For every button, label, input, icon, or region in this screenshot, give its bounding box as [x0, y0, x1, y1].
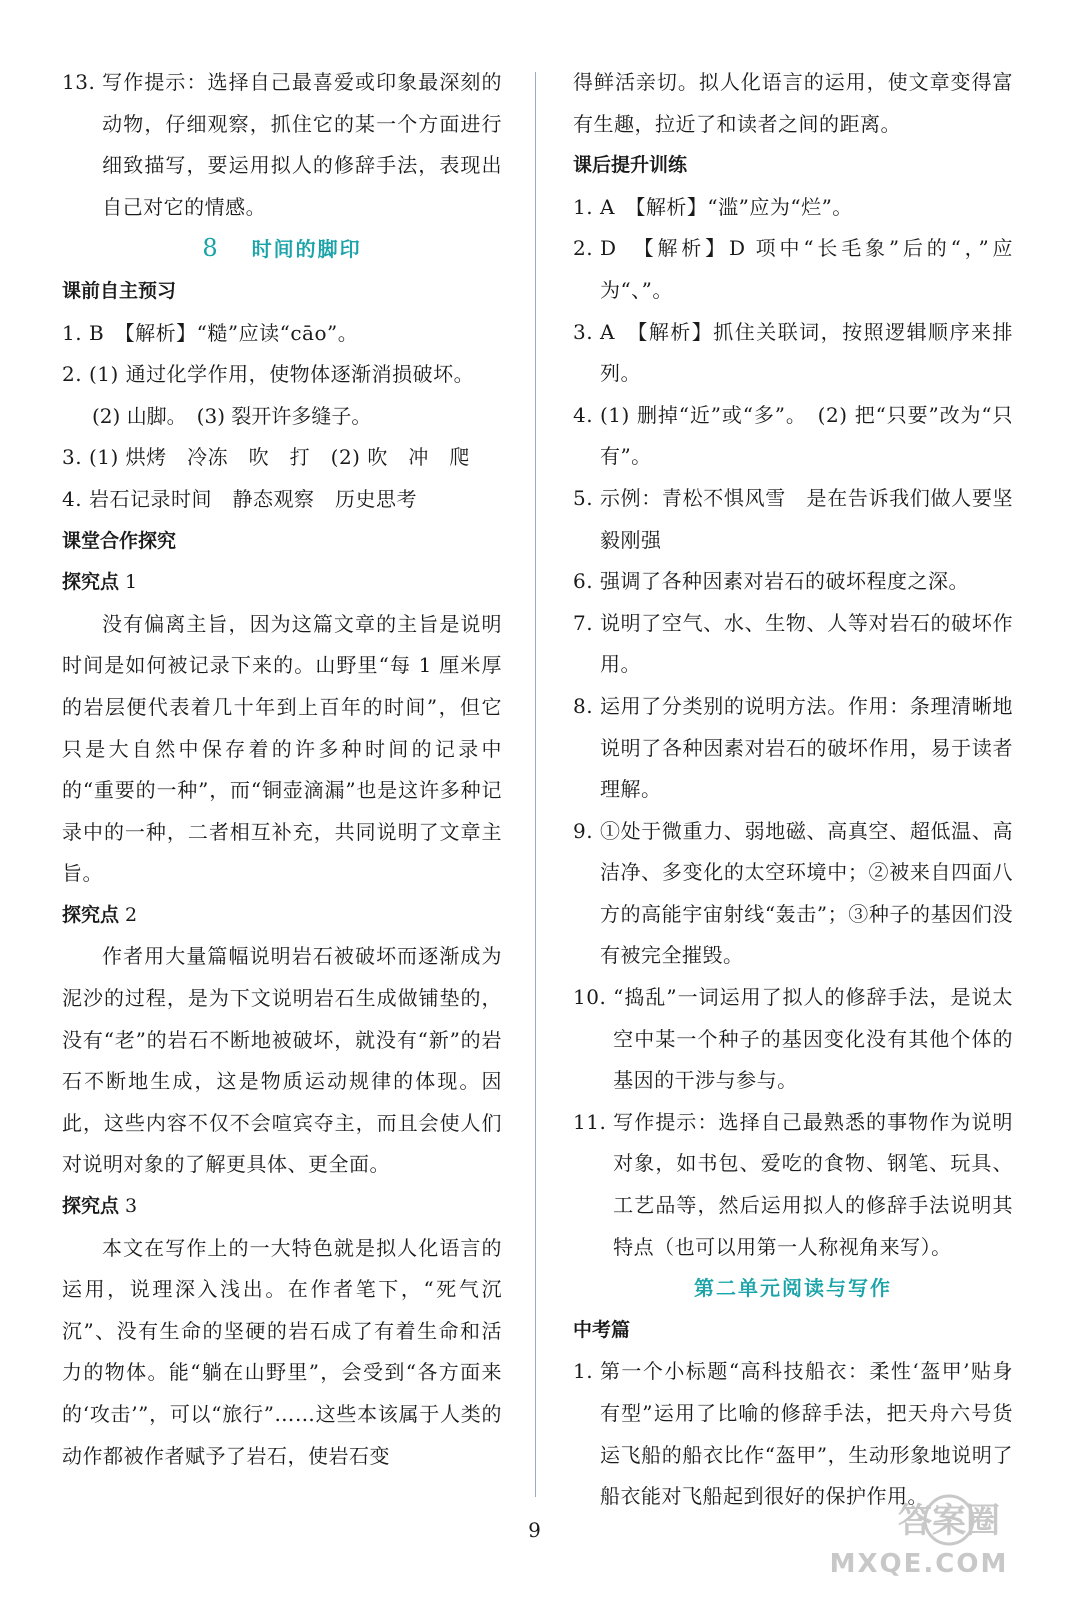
after-answer-1 — [573, 187, 1013, 229]
section-heading-preview: 课前自主预习 — [62, 279, 177, 302]
answer-number: 7. — [573, 610, 600, 635]
answer-13 — [62, 62, 502, 228]
answer-number: 2. — [62, 362, 89, 387]
answer-text: (1) 通过化学作用，使物体逐渐消损破坏。 — [88, 362, 475, 387]
inquiry-point-3-text: 本文在写作上的一大特色就是拟人化语言的运用，说理深入浅出。在作者笔下，“死气沉沉”、没有生命的坚硬的岩石成了有着生命和活力的物体。能“躺在山野里”，会受到“各方面来的‘攻击’”，可以“旅行”……这些本该属于人类的动作都被作者赋予了岩石，使岩石变 — [62, 1235, 502, 1468]
watermark-main-text: 答案圈 — [898, 1501, 1000, 1541]
answer-text: A 【解析】抓住关联词，按照逻辑顺序来排列。 — [599, 319, 1013, 386]
answer-number: 4. — [573, 402, 600, 427]
inquiry-point-1-text: 没有偏离主旨，因为这篇文章的主旨是说明时间是如何被记录下来的。山野里“每 1 厘米厚的岩层便代表着几十年到上百年的时间”，但它只是大自然中保存着的许多种时间的记录中的“重要的一种”，而“铜壶滴漏”也是这许多种记录中的一种，二者相互补充，共同说明了文章主旨。 — [62, 611, 502, 886]
left-column — [62, 62, 502, 1477]
answer-number: 10. — [573, 985, 614, 1010]
lesson-number: 8 — [202, 234, 218, 263]
inquiry-point-3-heading — [62, 1186, 502, 1228]
answer-text: 说明了空气、水、生物、人等对岩石的破坏作用。 — [599, 610, 1013, 677]
after-answer-7 — [573, 603, 1013, 686]
answer-number: 11. — [573, 1109, 614, 1134]
answer-text: A 【解析】“滥”应为“烂”。 — [599, 194, 853, 219]
answer-text: (1) 删掉“近”或“多”。 (2) 把“只要”改为“只有”。 — [599, 402, 1013, 469]
answer-text: “捣乱”一词运用了拟人的修辞手法，是说太空中某一个种子的基因变化没有其他个体的基因的干涉与参与。 — [613, 985, 1013, 1093]
after-answer-10 — [573, 977, 1013, 1102]
answer-text: B 【解析】“糙”应读“cāo”。 — [88, 320, 359, 345]
answer-number: 1. — [573, 1359, 600, 1384]
answer-text: ①处于微重力、弱地磁、高真空、超低温、高洁净、多变化的太空环境中；②被来自四面八方的高能宇宙射线“轰击”；③种子的基因们没有被完全摧毁。 — [599, 818, 1013, 968]
after-answer-11 — [573, 1102, 1013, 1268]
answer-text: 运用了分类别的说明方法。作用：条理清晰地说明了各种因素对岩石的破坏作用，易于读者理解。 — [599, 693, 1013, 802]
inquiry-label: 探究点 — [62, 571, 120, 594]
inquiry-point-1-heading — [62, 562, 502, 604]
after-answer-9 — [573, 811, 1013, 977]
answer-number: 5. — [573, 485, 600, 510]
unit-title — [573, 1268, 1013, 1310]
answer-number: 1. — [573, 194, 600, 219]
watermark-domain-text: MXQE.COM — [829, 1549, 1009, 1579]
preview-answer-3 — [62, 437, 502, 479]
answer-number: 8. — [573, 693, 600, 718]
answer-number: 3. — [573, 319, 600, 344]
lesson-title — [62, 228, 502, 271]
answer-number: 13. — [62, 70, 103, 94]
answer-text: 示例：青松不惧风雪 是在告诉我们做人要坚毅刚强 — [599, 485, 1013, 552]
answer-number: 2. — [573, 236, 600, 261]
column-divider — [535, 72, 536, 1497]
section-heading-cooperation: 课堂合作探究 — [62, 529, 177, 552]
preview-answer-4 — [62, 479, 502, 521]
watermark-logo — [799, 1490, 1039, 1580]
inquiry-number: 3 — [119, 1195, 138, 1218]
preview-answer-2 — [62, 354, 502, 396]
preview-answer-2-sub: (2) 山脚。 (3) 裂开许多缝子。 — [92, 403, 372, 428]
answer-number: 1. — [62, 320, 89, 345]
unit-title-text: 第二单元阅读与写作 — [694, 1276, 892, 1301]
section-heading-after-class: 课后提升训练 — [573, 154, 688, 177]
inquiry-point-2-text: 作者用大量篇幅说明岩石被破坏而逐渐成为泥沙的过程，是为下文说明岩石生成做铺垫的，没有“老”的岩石不断地被破坏，就没有“新”的岩石不断地生成，这是物质运动规律的体现。因此，这些内容不仅不会喧宾夺主，而且会使人们对说明对象的了解更具体、更全面。 — [62, 944, 502, 1177]
answer-text: 写作提示：选择自己最喜爱或印象最深刻的动物，仔细观察，抓住它的某一个方面进行细致描写，要运用拟人的修辞手法，表现出自己对它的情感。 — [102, 70, 502, 219]
answer-text: 岩石记录时间 静态观察 历史思考 — [88, 486, 417, 511]
after-answer-2 — [573, 228, 1013, 311]
inquiry-point-3-continued: 得鲜活亲切。拟人化语言的运用，使文章变得富有生趣，拉近了和读者之间的距离。 — [573, 70, 1013, 136]
after-answer-8 — [573, 686, 1013, 811]
inquiry-number: 1 — [119, 571, 138, 594]
answer-text: 强调了各种因素对岩石的破坏程度之深。 — [599, 569, 969, 594]
answer-text: 写作提示：选择自己最熟悉的事物作为说明对象，如书包、爱吃的食物、钢笔、玩具、工艺品等，然后运用拟人的修辞手法说明其特点（也可以用第一人称视角来写）。 — [613, 1109, 1013, 1259]
page-number: 9 — [528, 1518, 541, 1542]
lesson-name: 时间的脚印 — [251, 237, 362, 262]
answer-number: 6. — [573, 569, 600, 594]
answer-number: 3. — [62, 445, 89, 470]
right-column — [573, 62, 1013, 1518]
inquiry-number: 2 — [119, 903, 138, 926]
answer-number: 9. — [573, 818, 600, 843]
inquiry-label: 探究点 — [62, 1195, 120, 1218]
after-answer-3 — [573, 312, 1013, 395]
answer-text: 第一个小标题“高科技船衣：柔性‘盔甲’贴身有型”运用了比喻的修辞手法，把天舟六号货运飞船的船衣比作“盔甲”，生动形象地说明了船衣能对飞船起到很好的保护作用。 — [599, 1359, 1013, 1509]
after-answer-6 — [573, 561, 1013, 603]
answer-number: 4. — [62, 486, 89, 511]
inquiry-label: 探究点 — [62, 903, 120, 926]
section-heading-zhongkao: 中考篇 — [573, 1318, 631, 1341]
answer-text: D 【解析】D 项中“长毛象”后的“，”应为“、”。 — [599, 236, 1013, 302]
after-answer-4 — [573, 395, 1013, 478]
preview-answer-1 — [62, 313, 502, 355]
after-answer-5 — [573, 478, 1013, 561]
inquiry-point-2-heading — [62, 895, 502, 937]
answer-text: (1) 烘烤 冷冻 吹 打 (2) 吹 冲 爬 — [88, 445, 470, 470]
